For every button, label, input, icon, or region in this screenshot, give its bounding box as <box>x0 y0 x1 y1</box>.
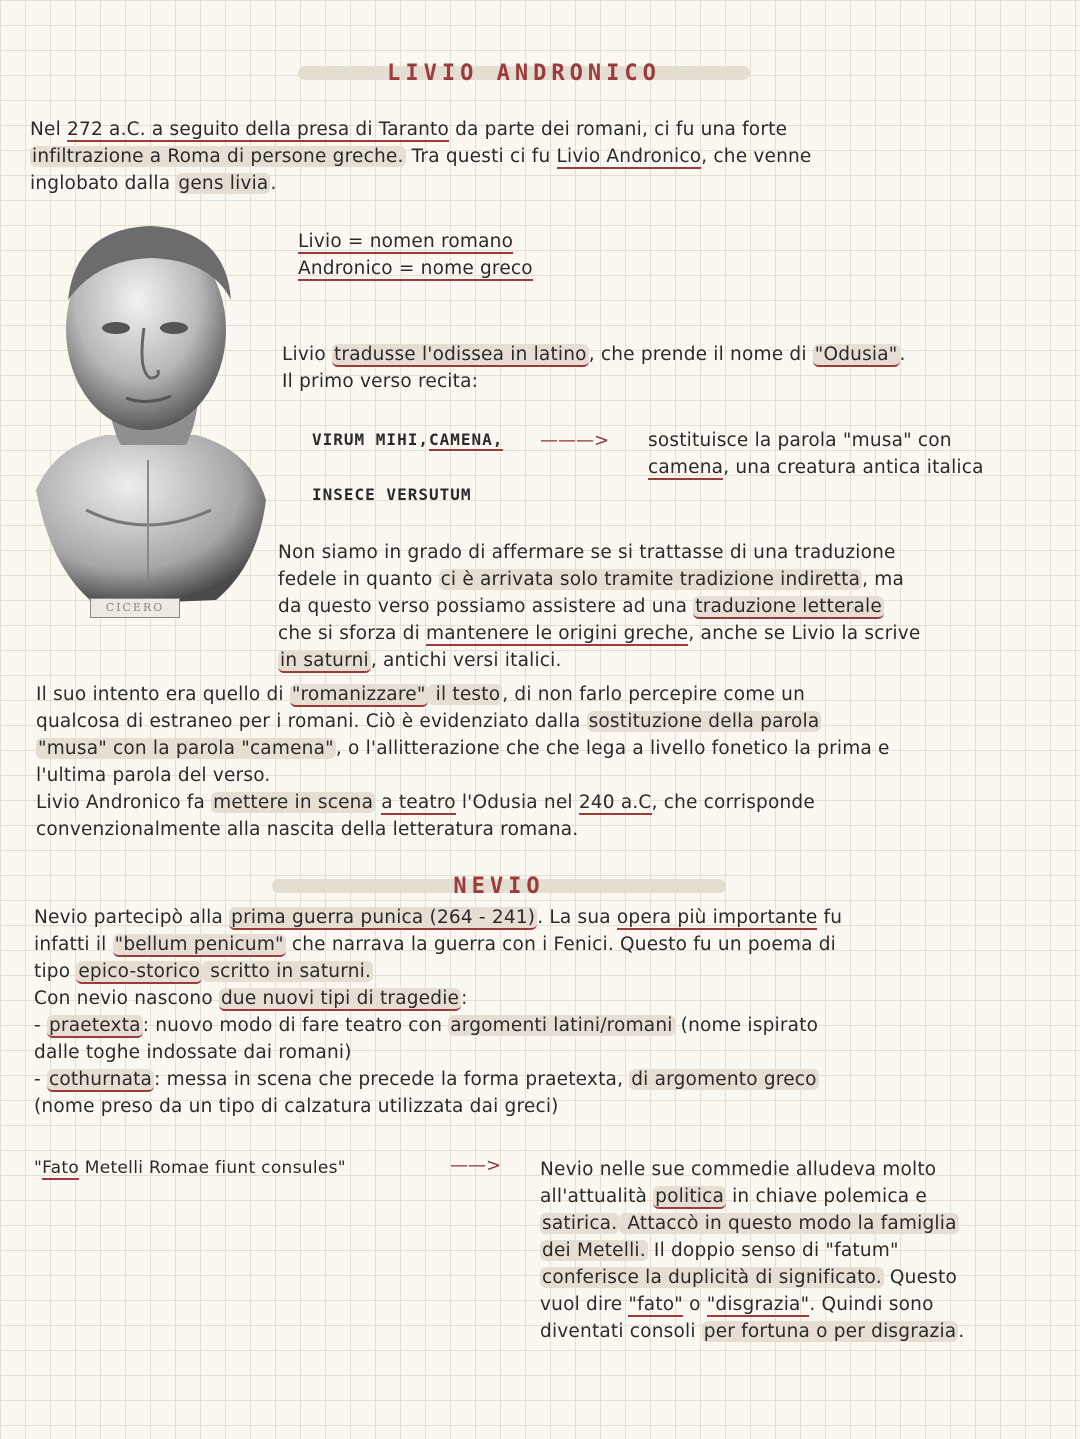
quote-arrow: ——> <box>450 1155 502 1176</box>
verse-line-1: VIRUM MIHI,CAMENA, <box>312 430 504 449</box>
fato-quote: "Fato Metelli Romae fiunt consules" <box>34 1158 346 1178</box>
section-heading-nevio <box>272 871 726 901</box>
heading-text: NEVIO <box>453 873 545 899</box>
intent-paragraph: Il suo intento era quello di "romanizzare" il testo , di non farlo percepire come un qualcosa di estraneo per i romani. Ciò è evidenziato dalla sostituzione della parola "musa" con la parola "camena" , o l'allitterazione che che lega a livello fonetico la prima e l'ultima parola del verso. Livio Andronico fa mettere in scena a teatro l'Odusia nel 240 a.C, che corrisponde convenzionalmente alla nascita della letteratura romana. <box>36 684 890 840</box>
intro-paragraph: Nel 272 a.C. a seguito della presa di Taranto da parte dei romani, ci fu una forte infiltrazione a Roma di persone greche. Tra questi ci fu Livio Andronico, che venne inglobato dalla gens livia . <box>30 119 812 194</box>
translation-paragraph: Livio tradusse l'odissea in latino , che prende il nome di "Odusia" . Il primo verso recita: <box>282 344 906 392</box>
faithful-paragraph: Non siamo in grado di affermare se si trattasse di una traduzione fedele in quanto ci è arrivata solo tramite tradizione indiretta , ma da questo verso possiamo assistere ad una traduzione letterale che si sforza di mantenere le origini greche, anche se Livio la scrive in saturni , antichi versi italici. <box>278 542 921 671</box>
names-block: Livio = nomen romano Andronico = nome greco <box>298 231 533 279</box>
bust-label: CICERO <box>90 598 180 618</box>
nevio-paragraph: Nevio partecipò alla prima guerra punica (264 - 241) . La sua opera più importante fu infatti il "bellum penicum" che narrava la guerra con i Fenici. Questo fu un poema di tipo epico-storico scritto in saturni. Con nevio nascono due nuovi tipi di tragedie : - praetexta : nuovo modo di fare teatro con argomenti latini/romani (nome ispirato dalle toghe indossate dai romani) - cothurnata : messa in scena che precede la forma praetexta, di argomento greco (nome preso da un tipo di calzatura utilizzata dai greci) <box>34 907 843 1117</box>
verse-arrow: ———> <box>540 430 610 451</box>
cicero-bust-image <box>26 220 270 620</box>
verse-note: sostituisce la parola "musa" con camena, una creatura antica italica <box>648 430 984 478</box>
section-heading-livio <box>298 58 750 88</box>
heading-text: LIVIO ANDRONICO <box>387 60 661 86</box>
nevio-note: Nevio nelle sue commedie alludeva molto all'attualità politica in chiave polemica e satirica. Attaccò in questo modo la famiglia dei Metelli. Il doppio senso di "fatum" conferisce la duplicità di significato. Questo vuol dire "fato" o "disgrazia". Quindi sono diventati consoli per fortuna o per disgrazia . <box>540 1159 965 1342</box>
verse-line-2: INSECE VERSUTUM <box>312 485 472 504</box>
